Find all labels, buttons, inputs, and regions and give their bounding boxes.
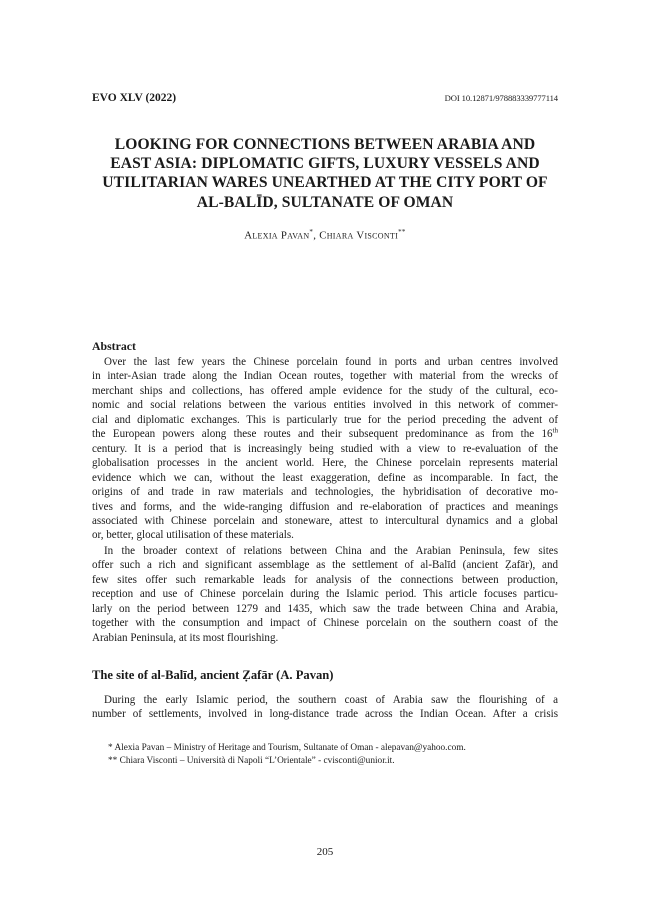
text-line: reception and use of Chinese porcelain during the Islamic period. This article focuses particu- (92, 588, 558, 601)
text-line: number of settlements, involved in long-distance trade across the Indian Ocean. After a crisis (92, 708, 558, 721)
text-line: cial and diplomatic exchanges. This is particularly true for the period preceding the advent of (92, 413, 558, 426)
article-title (92, 135, 558, 212)
footnotes (108, 742, 466, 768)
text-line: few sites offer such remarkable leads for analysis of the connections between production, (92, 573, 558, 586)
running-head (92, 92, 558, 106)
text-line: together with the consumption and impact of Chinese porcelain on the southern coast of the (92, 617, 558, 630)
author-name: Chiara Visconti (319, 229, 399, 242)
text-line: globalisation processes in the ancient world. Here, the Chinese porcelain represents material (92, 457, 558, 470)
text-line: origins of and trade in raw materials and technologies, the hybridisation of decorative mo- (92, 486, 558, 499)
abstract-paragraph (92, 355, 558, 543)
text-line: evidence which we can, without the least exaggeration, define as incomparable. In fact, the (92, 471, 558, 484)
abstract-paragraph (92, 544, 558, 645)
text-line: in inter-Asian trade along the Indian Ocean routes, together with material from the wrecks of (92, 370, 558, 383)
page-number: 205 (316, 846, 334, 858)
title-line: LOOKING FOR CONNECTIONS BETWEEN ARABIA AND (114, 136, 536, 153)
title-line: AL-BALĪD, SULTANATE OF OMAN (196, 193, 454, 211)
text-line: larly on the period between 1279 and 1435, which saw the trade between China and Arabia, (92, 602, 558, 615)
text-line: associated with Chinese porcelain and stoneware, attest to intercultural dynamics and a global (92, 514, 558, 527)
text-line: Arabian Peninsula, at its most flourishing. (92, 631, 279, 644)
doi: DOI 10.12871/978883339777114 (444, 93, 558, 103)
author-separator: , (313, 229, 320, 242)
text-line: tives and forms, and the wide-ranging diffusion and re-elaboration of practices and meanings (92, 500, 558, 513)
title-line: UTILITARIAN WARES UNEARTHED AT THE CITY PORT OF (102, 174, 548, 192)
journal-issue: EVO XLV (2022) (92, 92, 177, 104)
ordinal-suffix: th (552, 426, 558, 435)
text-line: During the early Islamic period, the southern coast of Arabia saw the flourishing of a (104, 694, 558, 706)
author-name: Alexia Pavan (244, 229, 310, 242)
body-paragraph (92, 693, 558, 722)
text-line: merchant ships and collections, has offered ample evidence for the study of the cultural, eco- (92, 384, 558, 397)
text-line: offer such a rich and significant assemblage as the settlement of al-Balīd (ancient Ẓafār), and (92, 559, 558, 572)
footnote: ** Chiara Visconti – Università di Napoli “L’Orientale” - cvisconti@unior.it. (108, 756, 395, 766)
text-line: century. It is a period that is increasingly being studied with a view to re-evaluation of the (92, 442, 558, 455)
text-line: nomic and social relations between the various entities involved in this network of commer- (92, 399, 558, 412)
footnote-mark: ** (398, 228, 406, 236)
title-line: EAST ASIA: DIPLOMATIC GIFTS, LUXURY VESSELS AND (110, 155, 540, 173)
footnote: * Alexia Pavan – Ministry of Heritage and Tourism, Sultanate of Oman - alepavan@yahoo.com. (108, 743, 466, 753)
text-line: or, better, glocal utilisation of these materials. (92, 529, 294, 542)
author-line (92, 228, 558, 242)
text-fragment: the European powers along these routes and their subsequent predominance as from the 16 (92, 428, 553, 441)
section-heading: The site of al-Balīd, ancient Ẓafār (A. Pavan) (92, 668, 334, 682)
footnote-mark: * (309, 228, 314, 236)
text-line: In the broader context of relations between China and the Arabian Peninsula, few sites (104, 545, 558, 557)
abstract-heading: Abstract (92, 339, 136, 353)
text-line: Over the last few years the Chinese porcelain found in ports and urban centres involved (104, 356, 558, 368)
text-line (92, 427, 558, 441)
